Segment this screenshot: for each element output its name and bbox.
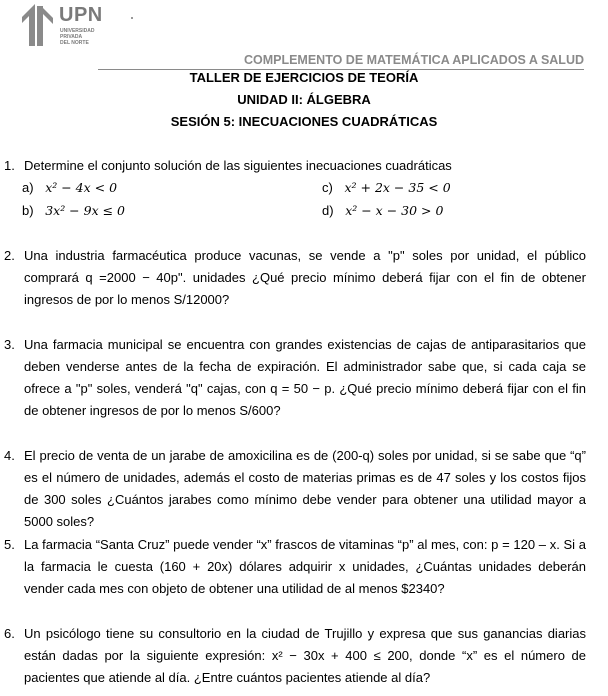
item-c [322, 177, 451, 199]
item-label: a) [22, 180, 34, 195]
logo-sub-line: DEL NORTE [60, 40, 89, 46]
item-expression: x² − x − 30 > 0 [345, 203, 444, 218]
logo-sub-line: UNIVERSIDAD [60, 28, 95, 34]
course-title: COMPLEMENTO DE MATEMÁTICA APLICADOS A SALUD [243, 53, 584, 67]
question-text: Un psicólogo tiene su consultorio en la ciudad de Trujillo y expresa que sus ganancias diarias están dadas por la siguiente expresión: x² − 30x + 400 ≤ 200, donde “x” es el número de pacientes que atiende al día. ¿Entre cuántos pacientes atiende al día? [24, 626, 586, 685]
item-label: d) [322, 203, 334, 218]
session-title: SESIÓN 5: INECUACIONES CUADRÁTICAS [170, 114, 438, 129]
item-expression: x² − 4x < 0 [45, 180, 118, 195]
question-number: 3. [4, 337, 15, 352]
item-label: c) [322, 180, 333, 195]
question-5 [4, 534, 586, 600]
question-number: 4. [4, 448, 15, 463]
decorative-dot [131, 17, 133, 19]
question-number: 6. [4, 626, 15, 641]
logo-brand: UPN [59, 4, 103, 26]
question-number: 5. [4, 537, 15, 552]
logo-sub-line: PRIVADA [60, 34, 83, 40]
item-a [22, 177, 117, 199]
upn-logo [22, 4, 132, 48]
item-label: b) [22, 203, 34, 218]
upn-arrow-icon [22, 4, 56, 46]
question-text: Una industria farmacéutica produce vacunas, se vende a "p" soles por unidad, el público comprará q =2000 − 40p". unidades ¿Qué precio mínimo deberá fijar con el fin de obtener ingresos de por lo menos S/12000? [24, 248, 586, 307]
question-text: La farmacia “Santa Cruz” puede vender “x” frascos de vitaminas “p” al mes, con: p = 120 – x. Si a la farmacia le cuesta (160 + 20x) dólares adquirir x unidades, ¿Cuántas unidades deberán vender cada mes con objeto de obtener una utilidad de al menos $2340? [24, 537, 586, 596]
question-6 [4, 623, 586, 689]
question-text: Una farmacia municipal se encuentra con grandes existencias de cajas de antiparasitarios que deben venderse antes de la fecha de expiración. El administrador sabe que, si cada caja se ofrece a "p" soles, venderá "q" cajas, con q = 50 − p. ¿Qué precio mínimo deberá fijar con el fin de obtener ingresos de por lo menos S/600? [24, 337, 586, 418]
question-2 [4, 245, 586, 311]
item-expression: x² + 2x − 35 < 0 [344, 180, 451, 195]
item-b [22, 200, 125, 222]
workshop-title: TALLER DE EJERCICIOS DE TEORÍA [189, 70, 419, 85]
unit-title: UNIDAD II: ÁLGEBRA [237, 92, 371, 107]
question-text: El precio de venta de un jarabe de amoxicilina es de (200-q) soles por unidad, si se sabe que “q” es el número de unidades, además el costo de materias primas es de 47 soles y los costos fijos de 300 soles ¿Cuántos jarabes como mínimo debe vender para obtener una utilidad mayor a 5000 soles? [24, 448, 586, 529]
question-number: 2. [4, 248, 15, 263]
item-d [322, 200, 443, 222]
question-3 [4, 334, 586, 422]
question-text: Determine el conjunto solución de las siguientes inecuaciones cuadráticas [24, 158, 452, 173]
item-expression: 3x² − 9x ≤ 0 [45, 203, 125, 218]
question-number: 1. [4, 158, 15, 173]
question-4 [4, 445, 586, 533]
question-1 [4, 155, 586, 177]
